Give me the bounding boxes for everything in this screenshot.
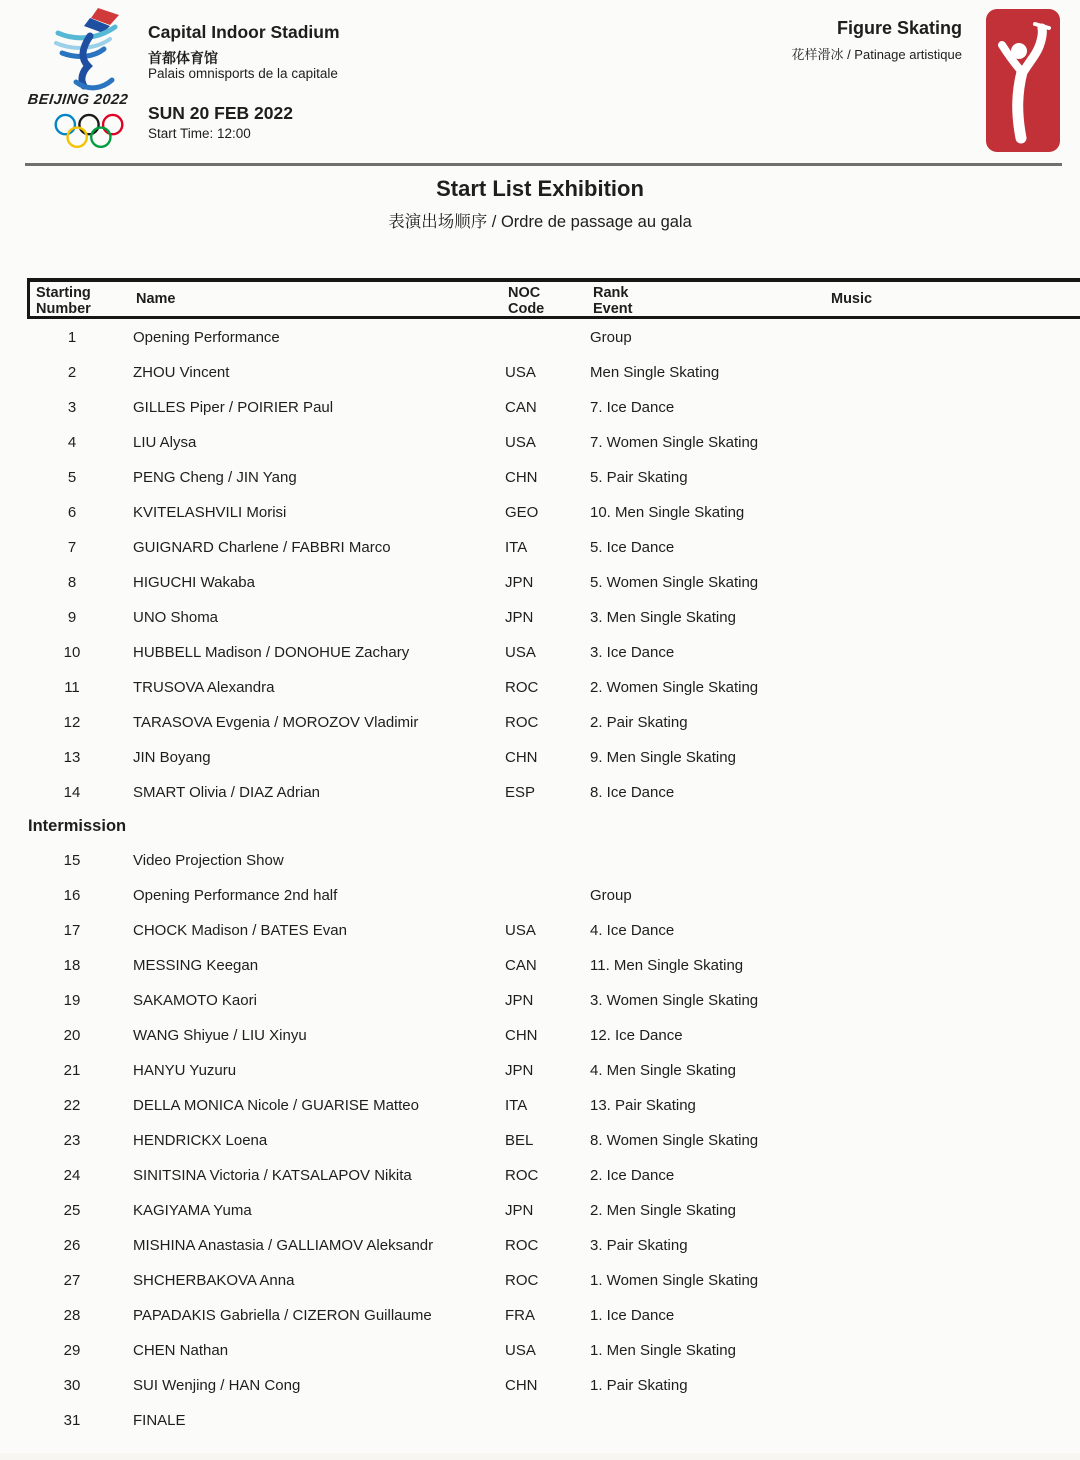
row-starting-number: 1 xyxy=(67,329,77,346)
row-name: Video Projection Show xyxy=(133,852,284,869)
olympic-rings-icon xyxy=(52,110,126,154)
row-noc: CHN xyxy=(505,1027,538,1044)
table-row xyxy=(0,1193,1080,1228)
row-starting-number: 29 xyxy=(63,1342,81,1359)
row-starting-number: 20 xyxy=(63,1027,81,1044)
row-name: CHOCK Madison / BATES Evan xyxy=(133,922,347,939)
table-row xyxy=(0,1018,1080,1053)
row-event: 8. Women Single Skating xyxy=(590,1132,759,1149)
row-noc: GEO xyxy=(505,504,539,521)
row-starting-number: 23 xyxy=(63,1132,81,1149)
row-event: 1. Pair Skating xyxy=(590,1377,688,1394)
row-event: 3. Men Single Skating xyxy=(590,609,736,626)
row-noc: ROC xyxy=(505,1167,539,1184)
row-noc: ITA xyxy=(505,539,528,556)
row-event: 2. Men Single Skating xyxy=(590,1202,736,1219)
figure-skating-pictogram-icon xyxy=(985,8,1061,153)
row-event: 3. Women Single Skating xyxy=(590,992,759,1009)
row-starting-number: 27 xyxy=(63,1272,81,1289)
row-name: SINITSINA Victoria / KATSALAPOV Nikita xyxy=(133,1167,412,1184)
row-event: 2. Women Single Skating xyxy=(590,679,759,696)
table-row xyxy=(0,843,1080,878)
table-row xyxy=(0,390,1080,425)
table-row xyxy=(0,320,1080,355)
row-name: ZHOU Vincent xyxy=(133,364,230,381)
row-name: MISHINA Anastasia / GALLIAMOV Aleksandr xyxy=(133,1237,434,1254)
row-starting-number: 28 xyxy=(63,1307,81,1324)
row-starting-number: 9 xyxy=(67,609,77,626)
row-event: 4. Ice Dance xyxy=(590,922,675,939)
row-event: 7. Women Single Skating xyxy=(590,434,759,451)
row-noc: JPN xyxy=(505,609,534,626)
row-noc: ROC xyxy=(505,1237,539,1254)
document-title-block xyxy=(0,176,1080,232)
start-list-rows xyxy=(0,320,1080,1438)
row-event: 13. Pair Skating xyxy=(590,1097,696,1114)
row-name: KVITELASHVILI Morisi xyxy=(133,504,287,521)
column-header-starting-number: Starting Number xyxy=(36,285,91,317)
row-name: GILLES Piper / POIRIER Paul xyxy=(133,399,334,416)
row-event: 1. Ice Dance xyxy=(590,1307,675,1324)
row-starting-number: 15 xyxy=(63,852,81,869)
table-row xyxy=(0,635,1080,670)
row-event: 5. Women Single Skating xyxy=(590,574,759,591)
row-event: 3. Pair Skating xyxy=(590,1237,688,1254)
row-noc: ROC xyxy=(505,714,539,731)
row-starting-number: 26 xyxy=(63,1237,81,1254)
table-row xyxy=(0,670,1080,705)
row-noc: ITA xyxy=(505,1097,528,1114)
row-starting-number: 5 xyxy=(67,469,77,486)
row-starting-number: 16 xyxy=(63,887,81,904)
row-starting-number: 21 xyxy=(63,1062,81,1079)
table-row xyxy=(0,530,1080,565)
venue-info xyxy=(148,0,548,160)
beijing-2022-emblem-icon xyxy=(40,6,136,92)
table-row xyxy=(0,460,1080,495)
table-row xyxy=(0,1298,1080,1333)
row-name: HUBBELL Madison / DONOHUE Zachary xyxy=(133,644,410,661)
row-starting-number: 4 xyxy=(67,434,77,451)
document-title: Start List Exhibition xyxy=(436,176,644,201)
row-event: 7. Ice Dance xyxy=(590,399,675,416)
table-row xyxy=(0,1368,1080,1403)
row-noc: ESP xyxy=(505,784,536,801)
row-name: HIGUCHI Wakaba xyxy=(133,574,255,591)
row-event: 12. Ice Dance xyxy=(590,1027,683,1044)
table-row xyxy=(0,878,1080,913)
row-starting-number: 31 xyxy=(63,1412,81,1429)
row-starting-number: 14 xyxy=(63,784,81,801)
row-event: 10. Men Single Skating xyxy=(590,504,745,521)
row-starting-number: 22 xyxy=(63,1097,81,1114)
row-noc: ROC xyxy=(505,679,539,696)
row-noc: USA xyxy=(505,922,536,939)
table-row xyxy=(0,1333,1080,1368)
row-name: GUIGNARD Charlene / FABBRI Marco xyxy=(133,539,391,556)
event-date: SUN 20 FEB 2022 xyxy=(148,103,293,123)
row-event: 11. Men Single Skating xyxy=(590,957,744,974)
row-noc: USA xyxy=(505,1342,536,1359)
row-event: 1. Men Single Skating xyxy=(590,1342,736,1359)
row-starting-number: 25 xyxy=(63,1202,81,1219)
table-row xyxy=(0,1263,1080,1298)
table-row xyxy=(0,1053,1080,1088)
row-event: 4. Men Single Skating xyxy=(590,1062,736,1079)
discipline-title: Figure Skating xyxy=(836,18,962,38)
row-event: 5. Pair Skating xyxy=(590,469,688,486)
document-subtitle: 表演出场顺序 / Ordre de passage au gala xyxy=(388,213,692,231)
row-noc: CAN xyxy=(505,957,537,974)
row-name: PAPADAKIS Gabriella / CIZERON Guillaume xyxy=(133,1307,432,1324)
row-starting-number: 7 xyxy=(67,539,77,556)
table-row xyxy=(0,355,1080,390)
venue-title-french: Palais omnisports de la capitale xyxy=(148,66,338,81)
table-row xyxy=(0,1123,1080,1158)
row-name: KAGIYAMA Yuma xyxy=(133,1202,252,1219)
row-event: 2. Ice Dance xyxy=(590,1167,675,1184)
table-row xyxy=(0,705,1080,740)
row-noc: USA xyxy=(505,644,536,661)
row-name: DELLA MONICA Nicole / GUARISE Matteo xyxy=(133,1097,419,1114)
row-event: 9. Men Single Skating xyxy=(590,749,736,766)
row-noc: CHN xyxy=(505,749,538,766)
row-noc: USA xyxy=(505,364,536,381)
row-noc: USA xyxy=(505,434,536,451)
table-row xyxy=(0,983,1080,1018)
intermission-heading: Intermission xyxy=(28,817,127,835)
row-name: SMART Olivia / DIAZ Adrian xyxy=(133,784,321,801)
discipline-info xyxy=(542,0,962,80)
row-event: 1. Women Single Skating xyxy=(590,1272,759,1289)
column-header-rank-event: Rank Event xyxy=(593,285,633,317)
row-starting-number: 18 xyxy=(63,957,81,974)
row-name: SUI Wenjing / HAN Cong xyxy=(133,1377,301,1394)
row-name: WANG Shiyue / LIU Xinyu xyxy=(133,1027,307,1044)
row-name: PENG Cheng / JIN Yang xyxy=(133,469,297,486)
row-starting-number: 19 xyxy=(63,992,81,1009)
row-starting-number: 12 xyxy=(63,714,81,731)
row-noc: CHN xyxy=(505,469,538,486)
row-name: HENDRICKX Loena xyxy=(133,1132,268,1149)
row-noc: JPN xyxy=(505,1062,534,1079)
row-name: HANYU Yuzuru xyxy=(133,1062,237,1079)
table-header xyxy=(27,278,1080,319)
beijing-2022-wordmark: BEIJING 2022 xyxy=(27,92,129,108)
venue-title: Capital Indoor Stadium xyxy=(148,22,340,42)
row-name: CHEN Nathan xyxy=(133,1342,229,1359)
row-event: 3. Ice Dance xyxy=(590,644,675,661)
table-row xyxy=(0,740,1080,775)
row-noc: ROC xyxy=(505,1272,539,1289)
row-event: Men Single Skating xyxy=(590,364,720,381)
row-noc: JPN xyxy=(505,992,534,1009)
column-header-music: Music xyxy=(831,291,873,307)
table-row xyxy=(0,495,1080,530)
row-noc: CHN xyxy=(505,1377,538,1394)
table-row xyxy=(0,600,1080,635)
row-name: MESSING Keegan xyxy=(133,957,259,974)
venue-title-chinese: 首都体育馆 xyxy=(148,50,218,66)
table-row xyxy=(0,1228,1080,1263)
table-row xyxy=(0,948,1080,983)
row-name: UNO Shoma xyxy=(133,609,219,626)
row-starting-number: 11 xyxy=(64,679,80,696)
column-header-noc-code: NOC Code xyxy=(508,285,545,317)
row-starting-number: 13 xyxy=(63,749,81,766)
row-noc: JPN xyxy=(505,1202,534,1219)
column-header-name: Name xyxy=(136,291,176,307)
row-noc: FRA xyxy=(505,1307,535,1324)
row-starting-number: 8 xyxy=(67,574,77,591)
row-name: Opening Performance xyxy=(133,329,280,346)
row-name: TARASOVA Evgenia / MOROZOV Vladimir xyxy=(133,714,419,731)
row-starting-number: 3 xyxy=(67,399,77,416)
discipline-subtitle: 花样滑冰 / Patinage artistique xyxy=(791,47,962,62)
row-name: Opening Performance 2nd half xyxy=(133,887,338,904)
row-starting-number: 6 xyxy=(67,504,77,521)
table-row xyxy=(0,913,1080,948)
row-starting-number: 10 xyxy=(63,644,81,661)
row-event: 5. Ice Dance xyxy=(590,539,675,556)
row-name: JIN Boyang xyxy=(133,749,211,766)
row-event: 2. Pair Skating xyxy=(590,714,688,731)
table-row xyxy=(0,1158,1080,1193)
row-name: LIU Alysa xyxy=(133,434,197,451)
page-bottom-strip xyxy=(0,1453,1080,1460)
row-name: SAKAMOTO Kaori xyxy=(133,992,257,1009)
row-noc: CAN xyxy=(505,399,537,416)
row-starting-number: 30 xyxy=(63,1377,81,1394)
row-noc: BEL xyxy=(505,1132,534,1149)
row-event: Group xyxy=(590,887,632,904)
row-name: TRUSOVA Alexandra xyxy=(133,679,275,696)
row-starting-number: 2 xyxy=(67,364,77,381)
row-name: SHCHERBAKOVA Anna xyxy=(133,1272,295,1289)
table-row xyxy=(0,565,1080,600)
table-row xyxy=(0,425,1080,460)
start-time: Start Time: 12:00 xyxy=(148,126,251,141)
row-starting-number: 17 xyxy=(63,922,81,939)
table-row xyxy=(0,775,1080,810)
row-starting-number: 24 xyxy=(63,1167,81,1184)
row-event: Group xyxy=(590,329,632,346)
table-row xyxy=(0,1403,1080,1438)
table-row xyxy=(0,1088,1080,1123)
row-event: 8. Ice Dance xyxy=(590,784,675,801)
header-divider xyxy=(25,163,1062,166)
row-name: FINALE xyxy=(133,1412,186,1429)
row-noc: JPN xyxy=(505,574,534,591)
